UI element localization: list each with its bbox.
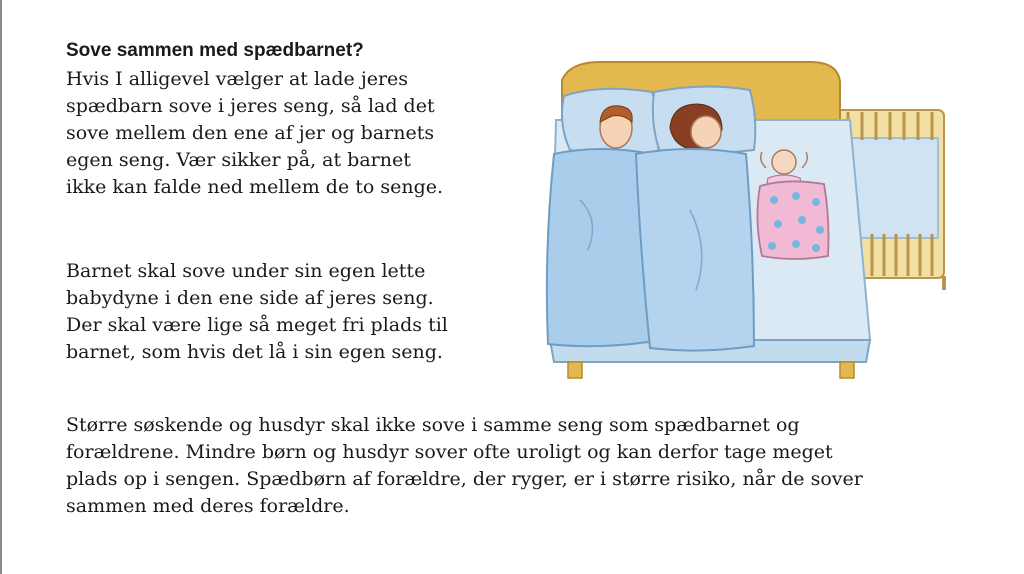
text-line: Der skal være lige så meget fri plads til <box>66 314 448 336</box>
text-line: sove mellem den ene af jer og barnets <box>66 122 435 144</box>
text-line: ikke kan falde ned mellem de to senge. <box>66 176 444 198</box>
text-line: babydyne i den ene side af jeres seng. <box>66 287 434 309</box>
duvet-mother <box>636 149 754 351</box>
text-line: Barnet skal sove under sin egen lette <box>66 260 426 282</box>
paragraph-baby-duvet <box>66 258 448 366</box>
text-line: sammen med deres forældre. <box>66 495 350 517</box>
section-heading: Sove sammen med spædbarnet? <box>66 40 364 61</box>
cosleeping-bed-illustration <box>540 50 960 390</box>
text-line: plads op i sengen. Spædbørn af forældre, der ryger, er i større risiko, når de sover <box>66 468 863 490</box>
text-line: forældrene. Mindre børn og husdyr sover ofte uroligt og kan derfor tage meget <box>66 441 833 463</box>
text-line: egen seng. Vær sikker på, at barnet <box>66 149 411 171</box>
text-line: Større søskende og husdyr skal ikke sove i samme seng som spædbarnet og <box>66 414 800 436</box>
paragraph-siblings-pets <box>66 412 863 520</box>
text-line: Hvis I alligevel vælger at lade jeres <box>66 68 409 90</box>
text-line: barnet, som hvis det lå i sin egen seng. <box>66 341 443 363</box>
page-edge-rule <box>0 0 2 574</box>
text-line: spædbarn sove i jeres seng, så lad det <box>66 95 435 117</box>
paragraph-cosleeping-placement <box>66 66 443 201</box>
